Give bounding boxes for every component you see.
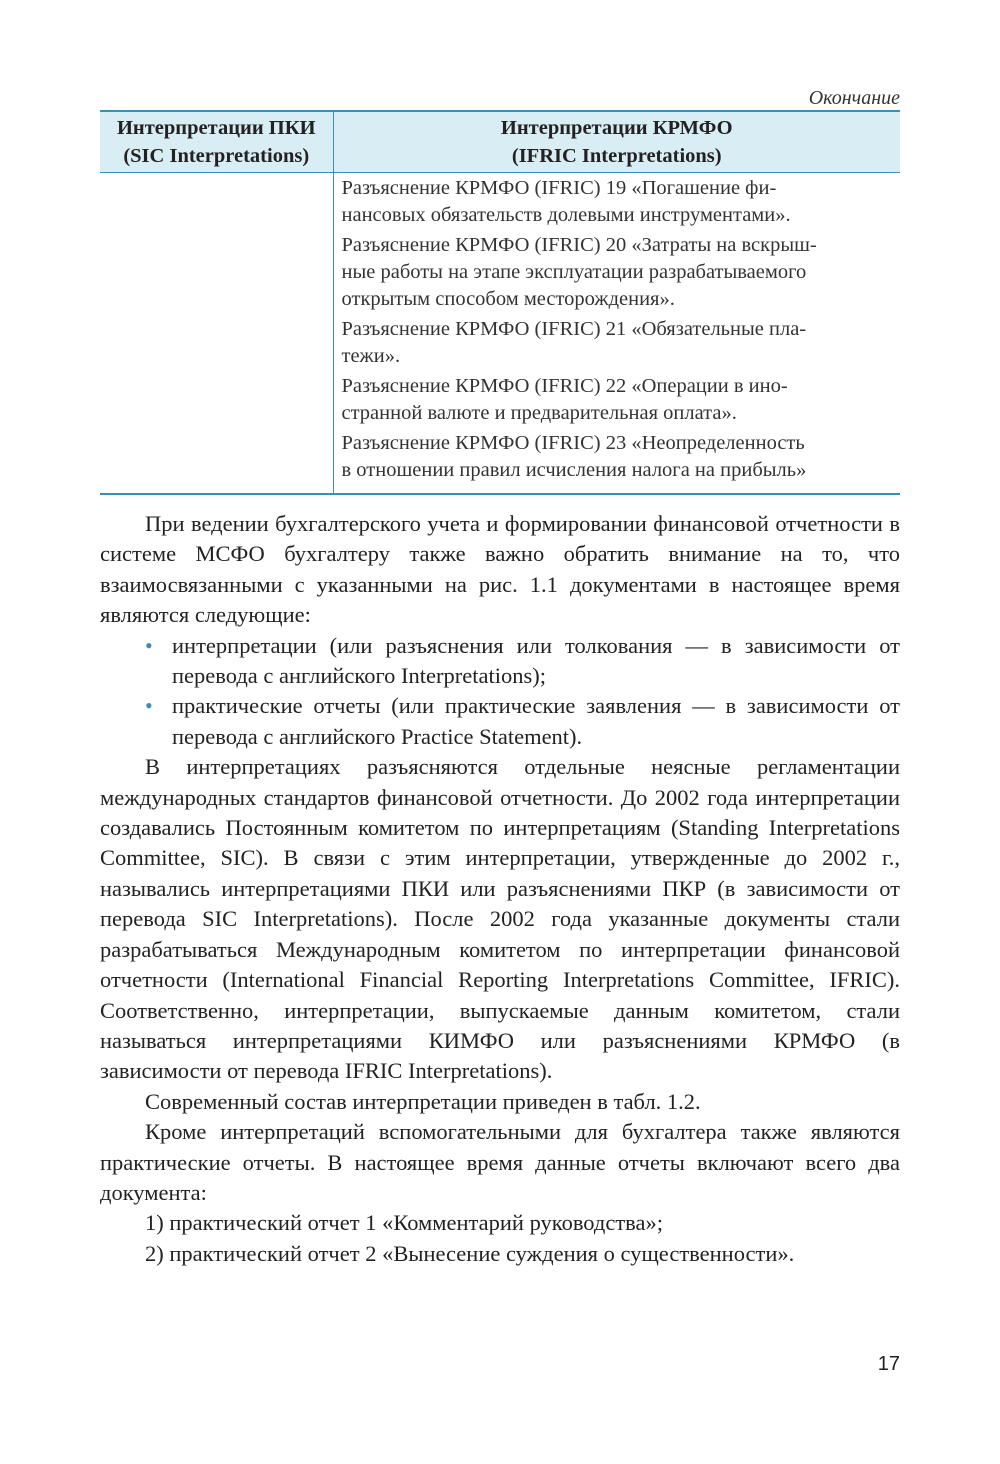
ifric-22-entry: [342, 373, 895, 427]
ifric-23-entry: [342, 430, 895, 484]
header-ifric-interpretations: [333, 111, 900, 173]
entry-line: открытым способом месторождения».: [341, 288, 675, 310]
entry-line: в отношении правил исчисления налога на прибыль»: [341, 459, 807, 481]
bullet-item: [100, 631, 900, 692]
paragraph-practice-statements: Кроме интерпретаций вспомогательными для бухгалтера также являются практические отчеты. В настоящее время данные отчеты включают всего два документа:: [100, 1119, 900, 1205]
ifric-19-entry: [342, 175, 895, 229]
table-continuation-label: Окончание: [808, 87, 900, 109]
entry-line: Разъяснение КРМФО (IFRIC) 19 «Погашение фи-: [341, 177, 777, 199]
bullet-dot-icon: •: [145, 632, 153, 658]
numbered-item: 2) практический отчет 2 «Вынесение суждения о существенности».: [145, 1240, 795, 1266]
interpretations-table: [100, 110, 900, 495]
entry-line: Разъяснение КРМФО (IFRIC) 21 «Обязательные пла-: [341, 318, 807, 340]
header-sic-interpretations: [100, 111, 333, 173]
bullet-dot-icon: •: [145, 693, 153, 719]
ifric-cell: [333, 173, 900, 495]
header-ifric-line2: (IFRIC Interpretations): [511, 145, 722, 167]
sic-cell-empty: [100, 173, 333, 495]
entry-line: Разъяснение КРМФО (IFRIC) 20 «Затраты на вскрыш-: [341, 234, 817, 256]
header-sic-line2: (SIC Interpretations): [123, 145, 310, 167]
paragraph-intro: При ведении бухгалтерского учета и формировании финансовой отчетности в системе МСФО бухгалтеру также важно обратить внимание на то, что взаимосвязанными с указанными на рис. 1.1 документами в настоящее время являются следующие:: [100, 511, 900, 628]
header-ifric-line1: Интерпретации КРМФО: [500, 117, 733, 139]
page-number: 17: [877, 1353, 900, 1375]
body-text: [100, 509, 900, 1269]
table-row: [100, 173, 900, 495]
entry-line: странной валюте и предварительная оплата».: [341, 402, 737, 424]
bullet-item: [100, 691, 900, 752]
entry-line: нансовых обязательств долевыми инструментами».: [341, 204, 791, 226]
numbered-list: [100, 1208, 900, 1269]
ifric-20-entry: [342, 232, 895, 313]
bullet-text: интерпретации (или разъяснения или толкования — в зависимости от перевода с английского Interpretations);: [172, 632, 900, 689]
paragraph-current-composition: Современный состав интерпретации приведен в табл. 1.2.: [145, 1088, 701, 1114]
bullet-text: практические отчеты (или практические заявления — в зависимости от перевода с английского Practice Statement).: [172, 693, 900, 749]
entry-line: Разъяснение КРМФО (IFRIC) 22 «Операции в ино-: [341, 375, 788, 397]
table-header-row: [100, 111, 900, 173]
entry-line: Разъяснение КРМФО (IFRIC) 23 «Неопределенность: [341, 432, 805, 454]
bullet-list: [100, 631, 900, 753]
entry-line: тежи».: [341, 345, 401, 367]
numbered-item: 1) практический отчет 1 «Комментарий руководства»;: [145, 1210, 663, 1236]
ifric-21-entry: [342, 316, 895, 370]
paragraph-interpretations: В интерпретациях разъясняются отдельные неясные регламентации международных стандартов финансовой отчетности. До 2002 года интерпретации создавались Постоянным комитетом по интерпретациям (Standing Interpretations Committee, SIC). В связи с этим интерпретации, утвержденные до 2002 г., назывались интерпретациями ПКИ или разъяснениями ПКР (в зависимости от перевода SIC Interpretations). После 2002 года указанные документы стали разрабатываться Международным комитетом по интерпретации финансовой отчетности (International Financial Reporting Interpretations Committee, IFRIC). Соответственно, интерпретации, выпускаемые данным комитетом, стали называться интерпретациями КИМФО или разъяснениями КРМФО (в зависимости от перевода IFRIC Interpretations).: [100, 754, 900, 1084]
entry-line: ные работы на этапе эксплуатации разрабатываемого: [341, 261, 807, 283]
header-sic-line1: Интерпретации ПКИ: [116, 117, 316, 139]
